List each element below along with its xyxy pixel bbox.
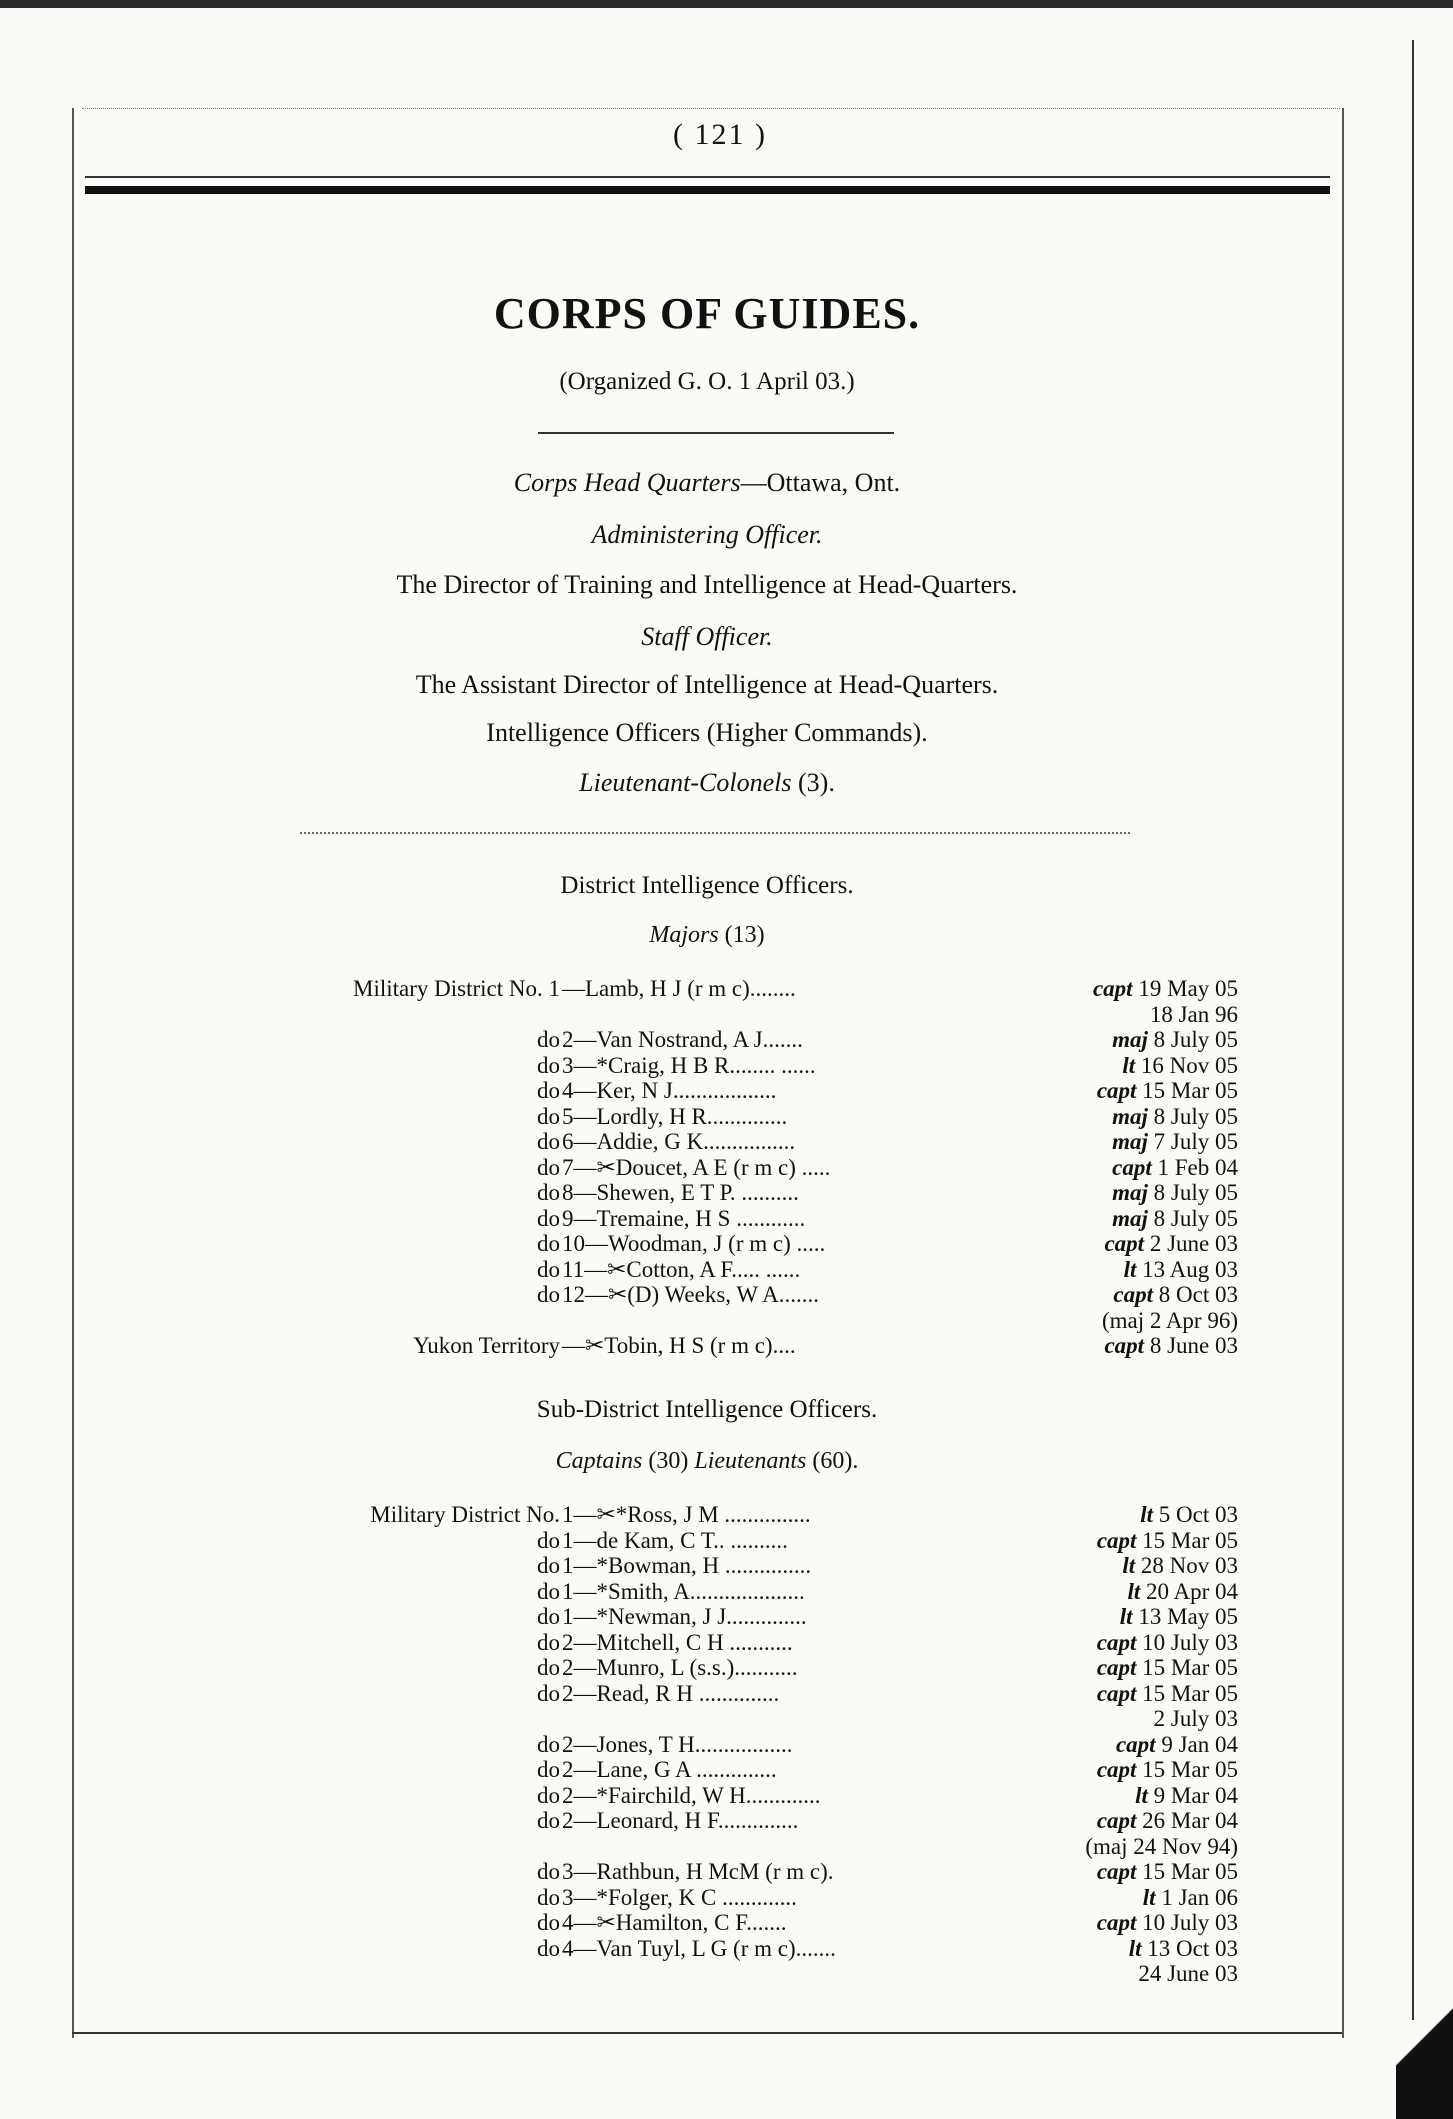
officer-row-extra: [72, 1834, 1342, 1860]
rank-date: [1112, 1129, 1238, 1155]
rank-date: [1097, 1808, 1238, 1834]
date: 8 June 03: [1144, 1333, 1238, 1358]
header-rule-thin: [85, 176, 1330, 178]
rank-date: [1113, 1282, 1238, 1308]
rank-date: [1120, 1604, 1238, 1630]
rank-date: [1097, 1681, 1238, 1707]
district-label: do: [537, 1910, 560, 1935]
district-label: do: [537, 1205, 560, 1231]
officer-row: [72, 976, 1342, 1002]
officer-name: 2—Lane, G A ..............: [562, 1757, 777, 1782]
rank-date: [1104, 1333, 1238, 1359]
page-corner-shadow: [1396, 1990, 1453, 2119]
district-label: do: [537, 1731, 560, 1757]
rank: maj: [1112, 1129, 1148, 1154]
officer-row: [72, 1027, 1342, 1053]
date: 9 Jan 04: [1155, 1731, 1238, 1757]
date: 9 Mar 04: [1147, 1782, 1238, 1808]
extra-date: 18 Jan 96: [1149, 1001, 1238, 1027]
district-label: do: [537, 1052, 560, 1078]
district-label: Yukon Territory: [413, 1333, 560, 1358]
date: 15 Mar 05: [1136, 1757, 1238, 1782]
officer-row: [72, 1528, 1342, 1554]
staff-officer: The Assistant Director of Intelligence at Head-Quarters.: [415, 670, 999, 699]
district-label: do: [537, 1527, 560, 1553]
officer-row: [72, 1155, 1342, 1181]
rank: capt: [1096, 1910, 1137, 1935]
dotted-divider: [300, 832, 1130, 834]
district-label: do: [537, 1782, 560, 1808]
subdistrict-heading: Sub-District Intelligence Officers.: [536, 1396, 878, 1423]
rank: capt: [1096, 1527, 1137, 1553]
header-rule-thick: [85, 186, 1330, 194]
district-label: Military District No. 1: [353, 976, 560, 1001]
page-subtitle: (Organized G. O. 1 April 03.): [559, 368, 855, 395]
date: 1 Jan 06: [1155, 1884, 1238, 1910]
rank: capt: [1092, 976, 1133, 1001]
district-label: do: [537, 1180, 560, 1205]
extra-date: 24 June 03: [1138, 1961, 1238, 1986]
head-quarters-label: Corps Head Quarters: [513, 468, 741, 497]
date: 13 Oct 03: [1141, 1935, 1238, 1961]
district-label: do: [537, 1154, 560, 1180]
officer-name: 4—Van Tuyl, L G (r m c).......: [562, 1935, 836, 1961]
officer-row: [72, 1553, 1342, 1579]
officer-name: 11—✂Cotton, A F..... ......: [562, 1256, 801, 1282]
lt-colonels-label: Lieutenant-Colonels: [579, 768, 792, 797]
officer-name: 5—Lordly, H R..............: [562, 1103, 788, 1129]
administering-officer: The Director of Training and Intelligence at Head-Quarters.: [396, 570, 1018, 599]
rank-date: [1112, 1206, 1238, 1232]
officer-row: [72, 1231, 1342, 1257]
date: 15 Mar 05: [1136, 1859, 1238, 1884]
district-officers-list: [72, 976, 1342, 1359]
date: 8 July 05: [1147, 1103, 1238, 1129]
officer-row-extra: [72, 1002, 1342, 1028]
frame-top-rule: [82, 108, 1340, 109]
rank: capt: [1096, 1680, 1137, 1706]
officer-name: —✂Tobin, H S (r m c)....: [562, 1333, 796, 1358]
lieutenants-label: Lieutenants: [694, 1448, 807, 1474]
rank: capt: [1104, 1231, 1145, 1256]
rank: capt: [1115, 1731, 1156, 1757]
officer-name: 1—*Newman, J J..............: [562, 1604, 807, 1629]
officer-row-extra: [72, 1706, 1342, 1732]
rank-date: [1116, 1732, 1238, 1758]
officer-row: [72, 1630, 1342, 1656]
rank-date: [1097, 1655, 1238, 1681]
date: 5 Oct 03: [1153, 1502, 1238, 1527]
rank: maj: [1112, 1180, 1148, 1205]
rank-date: [1097, 1528, 1238, 1554]
majors-count: (13): [724, 922, 765, 948]
extra-date: (maj 24 Nov 94): [1085, 1833, 1238, 1859]
officer-row: [72, 1579, 1342, 1605]
date: 2 June 03: [1144, 1231, 1238, 1256]
rank: lt: [1127, 1578, 1141, 1604]
date: 19 May 05: [1132, 976, 1238, 1001]
officer-row: [72, 1859, 1342, 1885]
rank-date: [1093, 976, 1238, 1002]
captains-count: (30): [648, 1448, 689, 1474]
officer-row: [72, 1053, 1342, 1079]
rank: capt: [1112, 1154, 1152, 1180]
rank: capt: [1096, 1757, 1137, 1782]
majors-line: [72, 922, 1342, 949]
extra-date: (maj 2 Apr 96): [1101, 1307, 1238, 1333]
rank-date: [1122, 1553, 1238, 1579]
rank: capt: [1096, 1859, 1137, 1884]
officer-row: [72, 1257, 1342, 1283]
rank: capt: [1096, 1655, 1137, 1680]
district-label: do: [537, 1553, 560, 1578]
officer-row-extra: [72, 1961, 1342, 1987]
district-label: do: [537, 1103, 560, 1129]
date: 15 Mar 05: [1136, 1078, 1238, 1103]
rank: maj: [1112, 1103, 1148, 1129]
rank: lt: [1122, 1052, 1136, 1078]
date: 15 Mar 05: [1136, 1655, 1238, 1680]
page-top-edge: [0, 0, 1453, 8]
rank-date: [1127, 1579, 1238, 1605]
officer-row: [72, 1333, 1342, 1359]
date: 1 Feb 04: [1151, 1154, 1238, 1180]
officer-name: 3—*Craig, H B R........ ......: [562, 1052, 816, 1078]
district-label: do: [537, 1282, 560, 1307]
captains-lieutenants-line: [72, 1448, 1342, 1475]
district-label: do: [537, 1629, 560, 1655]
rank: capt: [1096, 1808, 1137, 1833]
officer-row: [72, 1078, 1342, 1104]
administering-officer-heading: Administering Officer.: [591, 520, 823, 549]
officer-name: 2—Leonard, H F..............: [562, 1808, 799, 1833]
rank-date: [1112, 1027, 1238, 1053]
district-label: do: [537, 1655, 560, 1680]
date: 28 Nov 03: [1135, 1553, 1238, 1578]
lieutenants-count: (60).: [812, 1448, 859, 1474]
rank-date: [1097, 1910, 1238, 1936]
officer-row: [72, 1936, 1342, 1962]
binding-edge: [1412, 40, 1414, 2020]
date: 8 July 05: [1147, 1027, 1238, 1052]
district-label: do: [537, 1578, 560, 1604]
rank-date: [1097, 1859, 1238, 1885]
staff-officer-heading: Staff Officer.: [641, 622, 773, 651]
district-label: do: [537, 1680, 560, 1706]
rank: lt: [1135, 1782, 1148, 1808]
district-label: do: [537, 1757, 560, 1782]
date: 8 Oct 03: [1153, 1282, 1238, 1307]
rank: lt: [1119, 1604, 1133, 1629]
rank-date: [1135, 1783, 1238, 1809]
rank-date: [1124, 1257, 1238, 1283]
rank: maj: [1112, 1205, 1148, 1231]
officer-row: [72, 1681, 1342, 1707]
date: 20 Apr 04: [1140, 1578, 1238, 1604]
frame-bottom-rule: [72, 2032, 1342, 2034]
officer-row: [72, 1732, 1342, 1758]
officer-row: [72, 1808, 1342, 1834]
officer-name: 1—de Kam, C T.. ..........: [562, 1527, 788, 1553]
rank-date: [1143, 1885, 1238, 1911]
officer-row: [72, 1206, 1342, 1232]
officer-row: [72, 1757, 1342, 1783]
district-label: do: [537, 1129, 560, 1154]
officer-name: 1—✂*Ross, J M ...............: [562, 1502, 811, 1527]
rank-date: [1122, 1053, 1238, 1079]
subdistrict-officers-list: [72, 1502, 1342, 1987]
officer-name: 8—Shewen, E T P. ..........: [562, 1180, 799, 1205]
officer-row: [72, 1180, 1342, 1206]
date: 26 Mar 04: [1136, 1808, 1238, 1833]
rank-date: [1112, 1104, 1238, 1130]
officer-name: 1—*Bowman, H ...............: [562, 1553, 812, 1578]
majors-label: Majors: [649, 922, 719, 948]
rank-date: [1129, 1936, 1238, 1962]
officer-name: 10—Woodman, J (r m c) .....: [562, 1231, 826, 1256]
officer-name: 2—Read, R H ..............: [562, 1680, 780, 1706]
rank: capt: [1096, 1629, 1137, 1655]
officer-name: 4—Ker, N J..................: [562, 1078, 777, 1103]
page-number: ( 121 ): [673, 118, 767, 151]
district-label: do: [537, 1078, 560, 1103]
officer-row: [72, 1282, 1342, 1308]
officer-name: 4—✂Hamilton, C F.......: [562, 1910, 787, 1935]
officer-name: 6—Addie, G K................: [562, 1129, 796, 1154]
rank: maj: [1112, 1027, 1148, 1052]
rank: lt: [1140, 1502, 1154, 1527]
rank-date: [1097, 1630, 1238, 1656]
officer-name: 2—Mitchell, C H ...........: [562, 1629, 793, 1655]
officer-row: [72, 1885, 1342, 1911]
officer-row: [72, 1129, 1342, 1155]
date: 16 Nov 05: [1135, 1052, 1238, 1078]
district-label: do: [537, 1884, 560, 1910]
officer-name: 2—Van Nostrand, A J.......: [562, 1027, 803, 1052]
rank: capt: [1104, 1333, 1145, 1358]
date: 10 July 03: [1136, 1910, 1238, 1935]
date: 13 Aug 03: [1136, 1256, 1238, 1282]
district-label: do: [537, 1808, 560, 1833]
officer-name: 3—*Folger, K C .............: [562, 1884, 797, 1910]
rank: capt: [1096, 1078, 1137, 1103]
lt-colonels-line: [72, 768, 1342, 798]
officer-name: 12—✂(D) Weeks, W A.......: [562, 1282, 819, 1307]
lt-colonels-count: (3).: [798, 768, 835, 797]
date: 8 July 05: [1147, 1205, 1238, 1231]
captains-label: Captains: [555, 1448, 643, 1474]
date: 13 May 05: [1132, 1604, 1238, 1629]
officer-row: [72, 1655, 1342, 1681]
district-label: Military District No.: [370, 1502, 560, 1527]
head-quarters-line: [72, 468, 1342, 498]
officer-name: 2—Munro, L (s.s.)...........: [562, 1655, 798, 1680]
district-label: do: [537, 1027, 560, 1052]
higher-commands-heading: Intelligence Officers (Higher Commands).: [486, 718, 928, 747]
district-label: do: [537, 1231, 560, 1256]
officer-name: 9—Tremaine, H S ............: [562, 1205, 806, 1231]
officer-row: [72, 1604, 1342, 1630]
district-heading: District Intelligence Officers.: [560, 872, 854, 899]
district-label: do: [537, 1935, 560, 1961]
officer-name: 7—✂Doucet, A E (r m c) .....: [562, 1154, 831, 1180]
officer-name: 2—Jones, T H.................: [562, 1731, 793, 1757]
rank-date: [1097, 1078, 1238, 1104]
officer-name: 1—*Smith, A....................: [562, 1578, 805, 1604]
extra-date: 2 July 03: [1153, 1706, 1238, 1731]
district-label: do: [537, 1859, 560, 1884]
rank-date: [1112, 1155, 1238, 1181]
date: 15 Mar 05: [1136, 1527, 1238, 1553]
rank: lt: [1142, 1884, 1156, 1910]
officer-row: [72, 1502, 1342, 1528]
officer-row: [72, 1783, 1342, 1809]
date: 8 July 05: [1147, 1180, 1238, 1205]
rank-date: [1097, 1757, 1238, 1783]
rank: lt: [1128, 1935, 1142, 1961]
page-title: CORPS OF GUIDES.: [493, 289, 921, 338]
rank-date: [1140, 1502, 1238, 1528]
rank: lt: [1123, 1256, 1137, 1282]
officer-row: [72, 1104, 1342, 1130]
rank: capt: [1113, 1282, 1154, 1307]
rank: lt: [1122, 1553, 1136, 1578]
rank-date: [1104, 1231, 1238, 1257]
date: 10 July 03: [1136, 1629, 1238, 1655]
officer-name: —Lamb, H J (r m c)........: [562, 976, 796, 1001]
district-label: do: [537, 1256, 560, 1282]
officer-row-extra: [72, 1308, 1342, 1334]
officer-row: [72, 1910, 1342, 1936]
title-divider: [538, 432, 894, 434]
officer-name: 2—*Fairchild, W H.............: [562, 1782, 821, 1808]
district-label: do: [537, 1604, 560, 1629]
date: 7 July 05: [1147, 1129, 1238, 1154]
date: 15 Mar 05: [1136, 1680, 1238, 1706]
rank-date: [1112, 1180, 1238, 1206]
officer-name: 3—Rathbun, H McM (r m c).: [562, 1859, 834, 1884]
head-quarters-value: —Ottawa, Ont.: [740, 468, 901, 497]
